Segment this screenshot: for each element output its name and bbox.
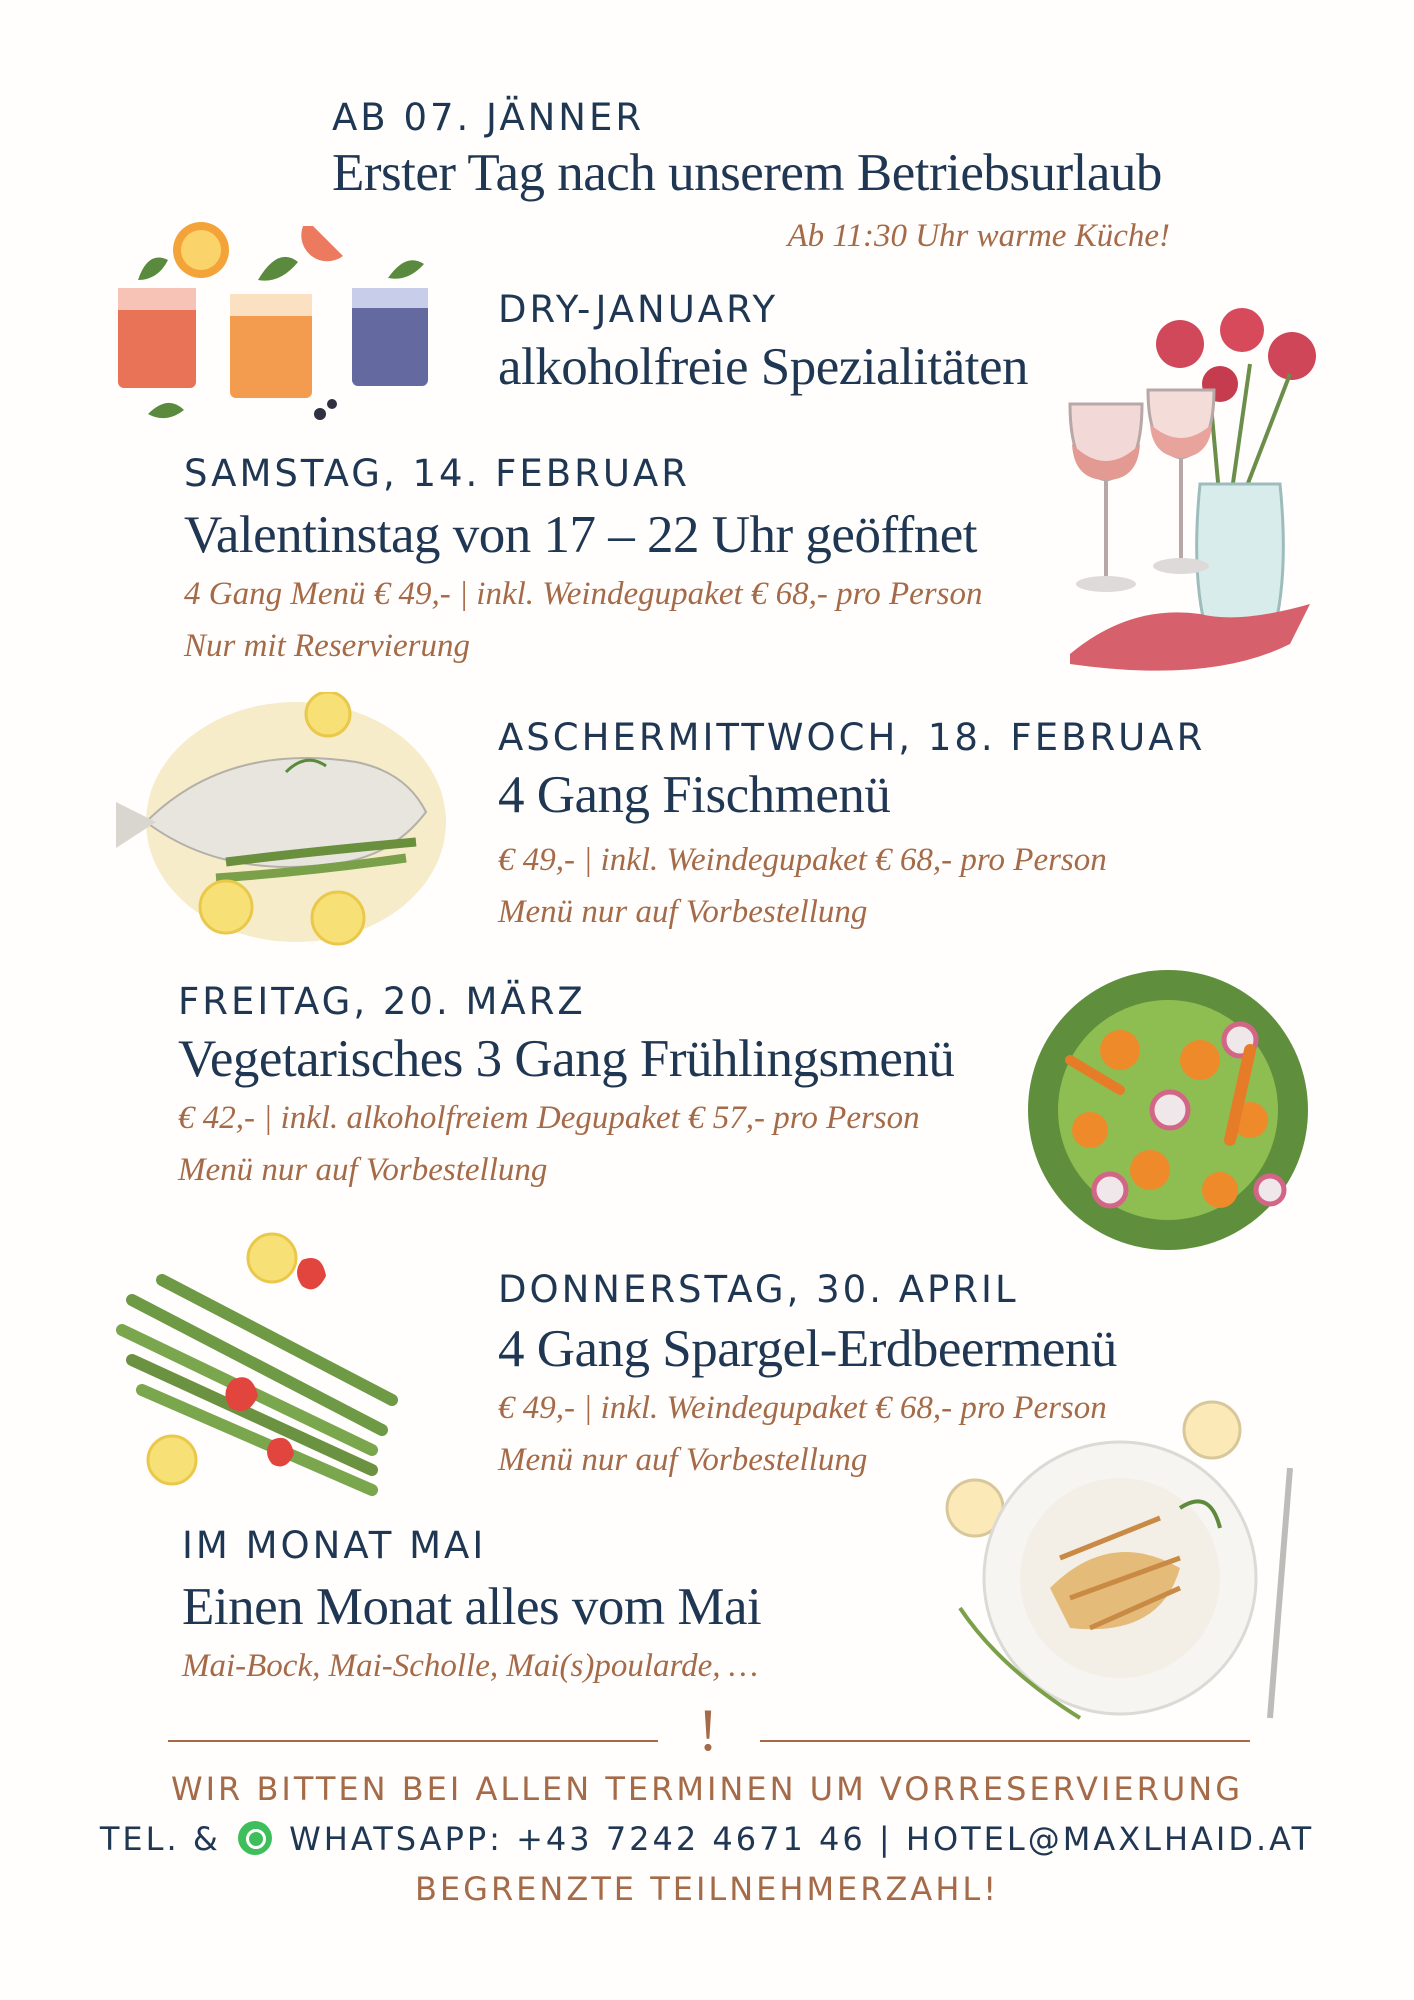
event-valentinstag <box>184 452 983 672</box>
event-note: Menü nur auf Vorbestellung <box>498 1442 868 1478</box>
asparagus-strawberry-illustration <box>112 1230 412 1500</box>
plated-fish-illustration <box>930 1388 1330 1738</box>
event-title: 4 Gang Fischmenü <box>498 766 891 824</box>
event-price: 4 Gang Menü € 49,- | inkl. Weindegupaket € 68,- pro Person <box>184 576 983 612</box>
drinks-illustration <box>108 218 460 428</box>
whatsapp-icon <box>238 1821 272 1855</box>
event-date: DRY-JANUARY <box>498 288 779 331</box>
event-price: € 49,- | inkl. Weindegupaket € 68,- pro Person <box>498 842 1107 878</box>
footer-limited: BEGRENZTE TEILNEHMERZAHL! <box>414 1870 1000 1908</box>
event-date: FREITAG, 20. MÄRZ <box>178 980 586 1023</box>
event-title: Valentinstag von 17 – 22 Uhr geöffnet <box>184 506 978 564</box>
exclamation-mark: ! <box>698 1697 718 1763</box>
event-price: Mai-Bock, Mai-Scholle, Mai(s)poularde, … <box>182 1648 759 1684</box>
event-jaenner <box>332 96 1162 204</box>
vegetables-illustration <box>1000 940 1336 1280</box>
divider-left <box>168 1740 658 1742</box>
roses-wine-illustration <box>1060 304 1360 694</box>
footer-contact <box>0 1820 1414 1858</box>
event-note: Ab 11:30 Uhr warme Küche! <box>787 218 1170 254</box>
event-note: Menü nur auf Vorbestellung <box>498 894 868 930</box>
event-date: ASCHERMITTWOCH, 18. FEBRUAR <box>498 716 1206 759</box>
event-date: IM MONAT MAI <box>182 1524 487 1567</box>
event-date: SAMSTAG, 14. FEBRUAR <box>184 452 690 495</box>
event-freitag-maerz <box>178 980 954 1196</box>
event-date: AB 07. JÄNNER <box>332 96 645 139</box>
event-title: Einen Monat alles vom Mai <box>182 1578 762 1636</box>
fish-illustration <box>106 692 452 950</box>
event-title: alkoholfreie Spezialitäten <box>498 338 1029 396</box>
event-title: Erster Tag nach unserem Betriebsurlaub <box>332 144 1162 202</box>
divider-right <box>760 1740 1250 1742</box>
footer-contact-details: WHATSAPP: +43 7242 4671 46 | HOTEL@MAXLHAID.AT <box>289 1820 1315 1858</box>
event-price: € 42,- | inkl. alkoholfreiem Degupaket € 57,- pro Person <box>178 1100 920 1136</box>
event-title: 4 Gang Spargel-Erdbeermenü <box>498 1320 1117 1378</box>
footer-reservation: WIR BITTEN BEI ALLEN TERMINEN UM VORRESERVIERUNG <box>170 1770 1244 1808</box>
event-price: € 49,- | inkl. Weindegupaket € 68,- pro Person <box>498 1390 1107 1426</box>
event-date: DONNERSTAG, 30. APRIL <box>498 1268 1019 1311</box>
event-aschermittwoch <box>498 716 1205 938</box>
event-dry-january <box>498 288 1028 398</box>
event-note: Nur mit Reservierung <box>184 628 470 664</box>
footer-tel-label: TEL. & <box>99 1820 221 1858</box>
event-note: Menü nur auf Vorbestellung <box>178 1152 548 1188</box>
event-title: Vegetarisches 3 Gang Frühlingsmenü <box>178 1030 955 1088</box>
event-mai <box>182 1524 761 1692</box>
